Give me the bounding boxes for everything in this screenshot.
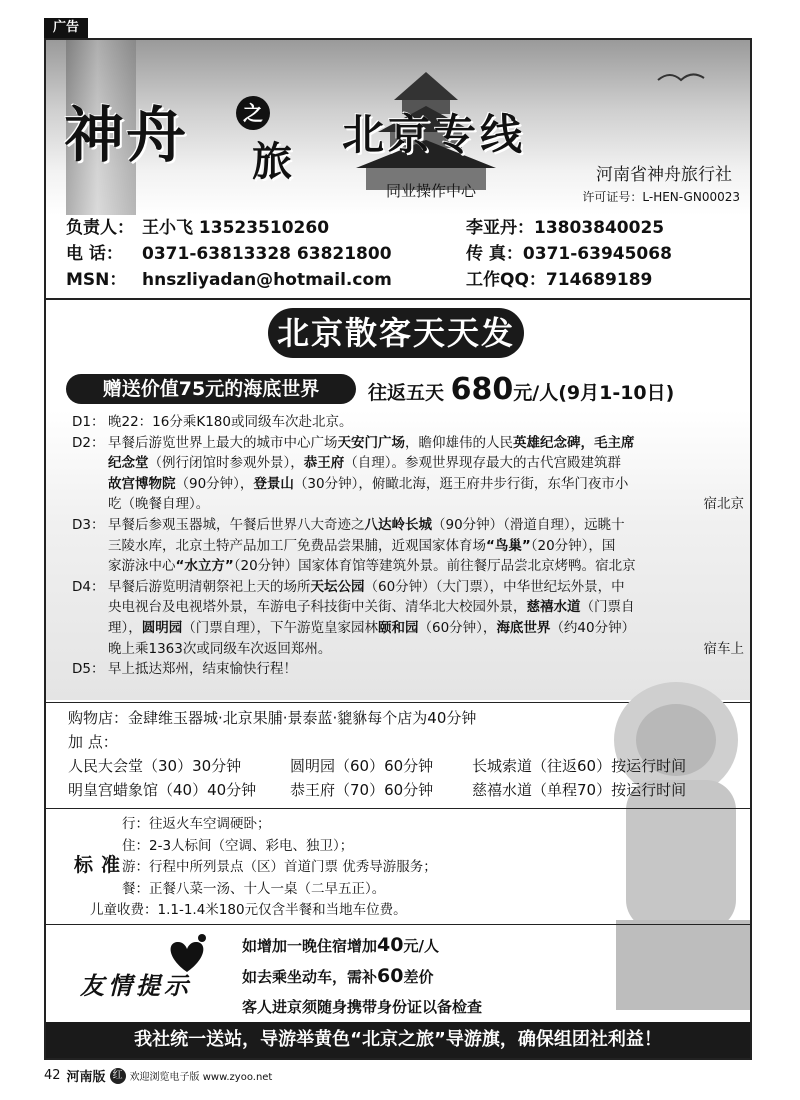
contact2-value: 李亚丹：13803840025 bbox=[466, 218, 665, 238]
day-text: 晚上乘1363次或同级车次返回郑州。 bbox=[108, 640, 332, 657]
tip-text: 差价 bbox=[403, 968, 434, 986]
msn-label: MSN： bbox=[66, 270, 127, 290]
itinerary bbox=[72, 412, 744, 680]
day-text: （约40分钟） bbox=[550, 619, 636, 636]
manager-label: 负责人： bbox=[66, 218, 134, 238]
price-line bbox=[368, 372, 674, 407]
page-footer bbox=[44, 1066, 272, 1085]
attraction: 颐和园 bbox=[378, 619, 419, 636]
attraction: “鸟巢” bbox=[486, 537, 531, 554]
day-text: （自理）。参观世界现存最大的古代宫殿建筑群 bbox=[344, 455, 621, 472]
day-text: （60分钟）（大门票），中华世纪坛外景，中 bbox=[364, 578, 625, 595]
price-amount: 680 bbox=[450, 372, 514, 407]
qq-label: 工作QQ： bbox=[466, 270, 546, 290]
website-note: 欢迎浏览电子版 www.zyoo.net bbox=[129, 1072, 273, 1083]
divider bbox=[46, 808, 750, 809]
bird-icon bbox=[656, 70, 706, 90]
day-text: （30分钟），俯瞰北海，逛王府井步行街，东华门夜市小 bbox=[293, 475, 629, 492]
day-text: 早餐后游览世界上最大的城市中心广场 bbox=[108, 434, 338, 451]
divider bbox=[46, 298, 750, 300]
attraction: 纪念堂 bbox=[108, 455, 149, 472]
addon-item: 圆明园（60）60分钟 bbox=[290, 757, 434, 775]
day-label: D1： bbox=[72, 414, 105, 430]
day-text: 早餐后游览明清朝祭祀上天的场所 bbox=[108, 578, 311, 595]
day-text: 吃（晚餐自理）。 bbox=[108, 496, 210, 513]
header-banner bbox=[46, 40, 750, 215]
msn-value: hnszliyadan@hotmail.com bbox=[142, 270, 392, 290]
edition-label: 河南版 bbox=[66, 1070, 106, 1085]
child-fee: 儿童收费：1.1-1.4米180元仅含半餐和当地车位费。 bbox=[90, 902, 407, 918]
manager-value: 王小飞 13523510260 bbox=[142, 218, 330, 238]
qq-value: 714689189 bbox=[545, 270, 653, 290]
headline-pill: 北京散客天天发 bbox=[268, 308, 524, 358]
day-text: （20分钟）国家体育馆等建筑外景。前往餐厅品尝北京烤鸭。宿北京 bbox=[233, 558, 636, 575]
day-label: D4： bbox=[72, 578, 105, 595]
day-3 bbox=[72, 515, 744, 577]
standard-title: 标准 bbox=[74, 854, 129, 876]
phone-value: 0371-63813328 63821800 bbox=[142, 244, 392, 264]
addon-item: 长城索道（往返60）按运行时间 bbox=[472, 757, 687, 775]
price-prefix: 往返五天 bbox=[368, 382, 445, 404]
phone-label: 电 话： bbox=[66, 244, 123, 264]
standard-item: 餐：正餐八菜一汤、十人一桌（二早五正）。 bbox=[122, 880, 386, 897]
day-label: D5： bbox=[72, 661, 105, 678]
standard-item: 住：2-3人标间（空调、彩电、独卫）； bbox=[122, 837, 354, 854]
brand-suffix: 旅 bbox=[252, 138, 292, 185]
attraction: “水立方” bbox=[175, 558, 234, 575]
day-text: 早餐后参观玉器城，午餐后世界八大奇迹之 bbox=[108, 516, 365, 533]
standard-item: 游：行程中所列景点（区）首道门票 优秀导游服务； bbox=[122, 859, 437, 875]
attraction: 圆明园 bbox=[141, 619, 183, 636]
page-number: 42 bbox=[44, 1068, 61, 1083]
stay-label: 宿北京 bbox=[703, 496, 744, 513]
addon-item: 人民大会堂（30）30分钟 bbox=[68, 757, 242, 775]
tip-text: 如去乘坐动车，需补 bbox=[242, 968, 378, 986]
attraction: 海底世界 bbox=[496, 619, 551, 636]
day-text: 晚22：16分乘K180或同级车次赴北京。 bbox=[108, 414, 353, 430]
route-title: 北京专线 bbox=[342, 110, 527, 159]
addon-item: 恭王府（70）60分钟 bbox=[290, 781, 434, 799]
fax-label: 传 真： bbox=[466, 244, 523, 264]
day-text: （门票自 bbox=[580, 599, 635, 616]
attraction: 恭王府 bbox=[303, 455, 345, 472]
divider bbox=[46, 924, 750, 925]
tip-text: 客人进京须随身携带身份证以备检查 bbox=[242, 998, 483, 1016]
day-1 bbox=[72, 412, 744, 433]
brand-name: 神舟 bbox=[64, 101, 188, 171]
day-text: 家游泳中心 bbox=[108, 558, 176, 575]
shopping-text: 购物店：金肆维玉器城·北京果脯·景泰蓝·貔貅每个店为40分钟 bbox=[68, 709, 477, 727]
addon-item: 明皇宫蜡象馆（40）40分钟 bbox=[68, 781, 257, 799]
add-label: 加 点： bbox=[68, 733, 118, 751]
day-2 bbox=[72, 433, 744, 515]
brand-connector: 之 bbox=[236, 96, 270, 130]
standard-item: 行：往返火车空调硬卧； bbox=[122, 816, 271, 832]
day-text: 央电视台及电视塔外景，车游电子科技街中关街、清华北大校园外景， bbox=[108, 599, 527, 616]
tip-number: 40 bbox=[377, 934, 404, 956]
agency-name: 河南省神舟旅行社 bbox=[596, 165, 732, 185]
tip-number: 60 bbox=[377, 965, 404, 987]
day-text: ，瞻仰雄伟的人民 bbox=[405, 434, 513, 451]
attraction: 慈禧水道 bbox=[526, 599, 581, 616]
ad-frame bbox=[44, 38, 752, 1060]
stay-label: 宿车上 bbox=[703, 640, 744, 657]
attraction: 天安门广场 bbox=[337, 434, 405, 451]
day-label: D3： bbox=[72, 516, 105, 533]
contact-block bbox=[66, 215, 746, 293]
ad-tag: 广告 bbox=[44, 18, 88, 38]
price-suffix: 元/人(9月1-10日) bbox=[513, 382, 675, 404]
fax-value: 0371-63945068 bbox=[522, 244, 672, 264]
center-label: 同业操作中心 bbox=[386, 182, 477, 200]
day-text: （90分钟）（滑道自理），远眺十 bbox=[432, 516, 625, 533]
tip-text: 如增加一晚住宿增加 bbox=[242, 937, 378, 955]
day-text: （90分钟）， bbox=[175, 475, 254, 492]
license-number: 许可证号：L-HEN-GN00023 bbox=[582, 190, 740, 204]
attraction: 登景山 bbox=[253, 475, 294, 492]
day-text: （60分钟）， bbox=[418, 619, 497, 636]
attraction: 故宫博物院 bbox=[108, 475, 176, 492]
shopping-section bbox=[68, 706, 738, 802]
attraction: 英雄纪念碑，毛主席 bbox=[513, 434, 635, 451]
day-text: （例行闭馆时参观外景）， bbox=[148, 455, 304, 472]
day-text: （门票自理），下午游览皇家园林 bbox=[182, 619, 378, 636]
promo-pill: 赠送价值75元的海底世界 bbox=[66, 374, 356, 404]
addon-item: 慈禧水道（单程70）按运行时间 bbox=[472, 781, 687, 799]
tips-list bbox=[242, 930, 482, 1022]
attraction: 八达岭长城 bbox=[364, 516, 432, 533]
logo-icon: 红 bbox=[110, 1068, 126, 1084]
day-label: D2： bbox=[72, 434, 105, 451]
day-text: 早上抵达郑州，结束愉快行程！ bbox=[108, 661, 297, 678]
attraction: 天坛公园 bbox=[310, 578, 365, 595]
tips-title: 友情提示 bbox=[80, 971, 192, 1000]
day-text: 理）， bbox=[108, 619, 142, 636]
day-text: 三陵水库，北京土特产品加工厂免费品尝果脯，近观国家体育场 bbox=[108, 537, 486, 554]
day-4 bbox=[72, 577, 744, 659]
tip-text: 元/人 bbox=[403, 937, 439, 955]
bottom-banner: 我社统一送站，导游举黄色“北京之旅”导游旗，确保组团社利益！ bbox=[46, 1022, 750, 1058]
day-text: （20分钟），国 bbox=[530, 537, 616, 554]
